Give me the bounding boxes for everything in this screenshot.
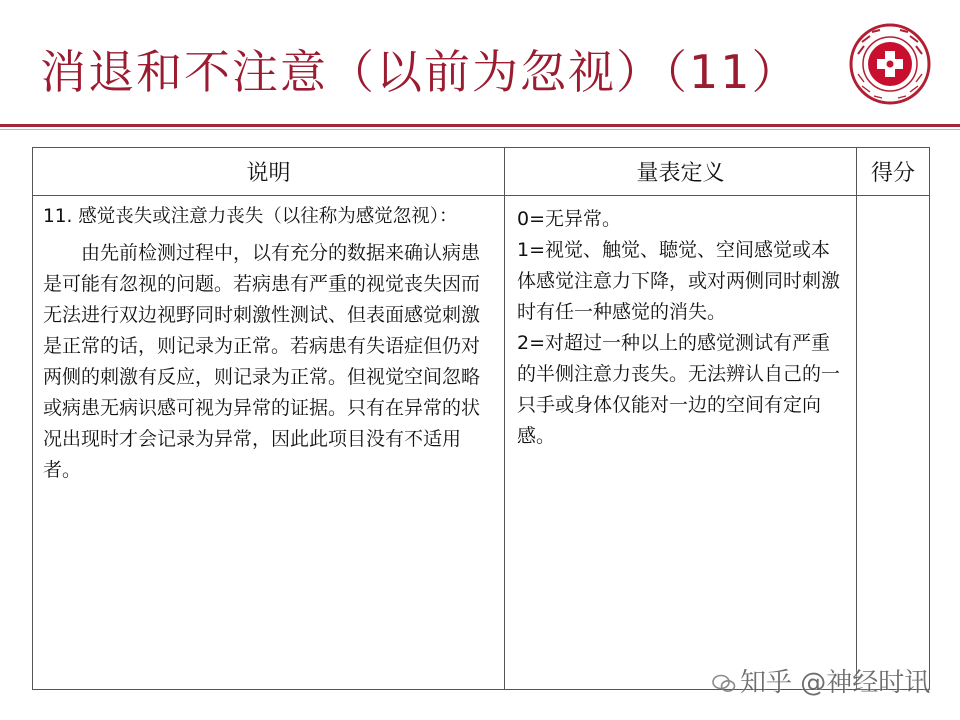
page-title: 消退和不注意（以前为忽视）（11） (40, 45, 800, 99)
watermark-text: 知乎 @神经时讯 (740, 668, 931, 698)
scale-table (32, 147, 930, 690)
description-body: 由先前检测过程中，以有充分的数据来确认病患是可能有忽视的问题。若病患有严重的视觉丧失因而无法进行双边视野同时刺激性测试、但表面感觉刺激是正常的话，则记录为正常。若病患有失语症但仍对两侧的刺激有反应，则记录为正常。但视觉空间忽略或病患无病识感可视为异常的证据。只有在异常的状况出现时才会记录为异常，因此此项目没有不适用者。 (43, 242, 481, 481)
description-cell (33, 196, 505, 690)
hospital-logo (848, 22, 932, 106)
definition-1: 1=视觉、触觉、聴觉、空间感觉或本体感觉注意力下降，或对两侧同时刺激时有任一种感觉的消失。 (517, 239, 841, 323)
description-title: 11. 感觉丧失或注意力丧失（以往称为感觉忽视）： (43, 206, 458, 227)
header-definition: 量表定义 (505, 148, 857, 196)
title-divider (0, 124, 960, 127)
score-cell (857, 196, 930, 690)
definition-cell (505, 196, 857, 690)
header-score: 得分 (857, 148, 930, 196)
wechat-icon (712, 673, 736, 695)
table-header-row (33, 148, 930, 196)
definition-2: 2=对超过一种以上的感觉测试有严重的半侧注意力丧失。无法辨认自己的一只手或身体仅能对一边的空间有定向感。 (517, 332, 841, 447)
header-description: 说明 (33, 148, 505, 196)
table-row (33, 196, 930, 690)
definition-0: 0=无异常。 (517, 208, 622, 230)
title-divider-thin (0, 129, 960, 130)
watermark (712, 662, 930, 699)
